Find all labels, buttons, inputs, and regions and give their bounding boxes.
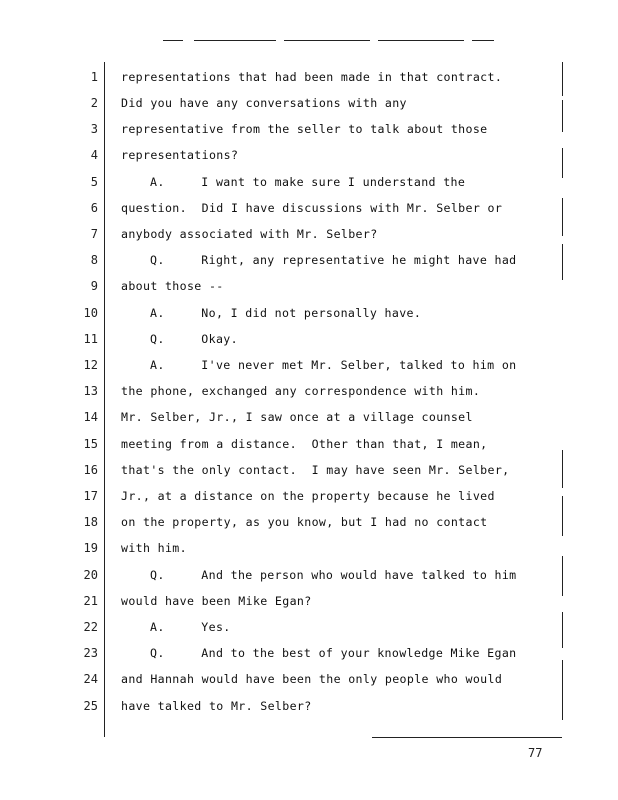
transcript-line: question. Did I have discussions with Mr. Selber or — [121, 201, 503, 215]
transcript-line: Q. And to the best of your knowledge Mike Egan — [150, 646, 517, 660]
transcript-line: representative from the seller to talk about those — [121, 122, 488, 136]
right-margin-rule — [562, 660, 563, 720]
left-margin-rule — [104, 62, 105, 737]
line-number: 21 — [83, 594, 98, 608]
header-rule-segment — [472, 40, 494, 41]
line-number: 18 — [83, 515, 98, 529]
line-number: 3 — [90, 122, 98, 136]
header-rule-segment — [378, 40, 464, 41]
transcript-line: Did you have any conversations with any — [121, 96, 407, 110]
line-number: 24 — [83, 672, 98, 686]
transcript-line: about those -- — [121, 279, 224, 293]
transcript-line: Q. And the person who would have talked to him — [150, 568, 517, 582]
transcript-line: Jr., at a distance on the property because he lived — [121, 489, 495, 503]
line-number: 5 — [90, 175, 98, 189]
line-number: 16 — [83, 463, 98, 477]
transcript-line: A. No, I did not personally have. — [150, 306, 422, 320]
transcript-line: representations? — [121, 148, 239, 162]
line-number: 12 — [83, 358, 98, 372]
transcript-line: with him. — [121, 541, 187, 555]
transcript-line: on the property, as you know, but I had no contact — [121, 515, 488, 529]
header-rule-segment — [284, 40, 370, 41]
footer-rule — [372, 737, 562, 738]
transcript-line: anybody associated with Mr. Selber? — [121, 227, 378, 241]
transcript-line: and Hannah would have been the only people who would — [121, 672, 503, 686]
line-number: 14 — [83, 410, 98, 424]
line-number: 23 — [83, 646, 98, 660]
header-rule-segment — [194, 40, 276, 41]
line-number: 8 — [90, 253, 98, 267]
line-number: 7 — [90, 227, 98, 241]
line-number: 1 — [90, 70, 98, 84]
line-number: 17 — [83, 489, 98, 503]
transcript-line: Q. Okay. — [150, 332, 238, 346]
line-number: 20 — [83, 568, 98, 582]
line-number: 4 — [90, 148, 98, 162]
transcript-line: Mr. Selber, Jr., I saw once at a village counsel — [121, 410, 473, 424]
transcript-line: that's the only contact. I may have seen Mr. Selber, — [121, 463, 510, 477]
transcript-line: have talked to Mr. Selber? — [121, 699, 312, 713]
line-number: 6 — [90, 201, 98, 215]
right-margin-rule — [562, 198, 563, 236]
line-number: 22 — [83, 620, 98, 634]
transcript-line: meeting from a distance. Other than that, I mean, — [121, 437, 488, 451]
transcript-line: A. I've never met Mr. Selber, talked to him on — [150, 358, 517, 372]
line-number: 15 — [83, 437, 98, 451]
right-margin-rule — [562, 148, 563, 178]
right-margin-rule — [562, 496, 563, 536]
header-rule-segment — [163, 40, 183, 41]
line-number: 11 — [83, 332, 98, 346]
line-number: 13 — [83, 384, 98, 398]
right-margin-rule — [562, 62, 563, 96]
page-number: 77 — [528, 746, 543, 760]
line-number: 19 — [83, 541, 98, 555]
transcript-line: A. I want to make sure I understand the — [150, 175, 466, 189]
line-number: 10 — [83, 306, 98, 320]
transcript-line: A. Yes. — [150, 620, 231, 634]
transcript-line: would have been Mike Egan? — [121, 594, 312, 608]
transcript-line: the phone, exchanged any correspondence with him. — [121, 384, 481, 398]
transcript-line: Q. Right, any representative he might have had — [150, 253, 517, 267]
transcript-line: representations that had been made in that contract. — [121, 70, 503, 84]
line-number: 9 — [90, 279, 98, 293]
right-margin-rule — [562, 450, 563, 488]
right-margin-rule — [562, 100, 563, 132]
line-number: 25 — [83, 699, 98, 713]
line-number: 2 — [90, 96, 98, 110]
